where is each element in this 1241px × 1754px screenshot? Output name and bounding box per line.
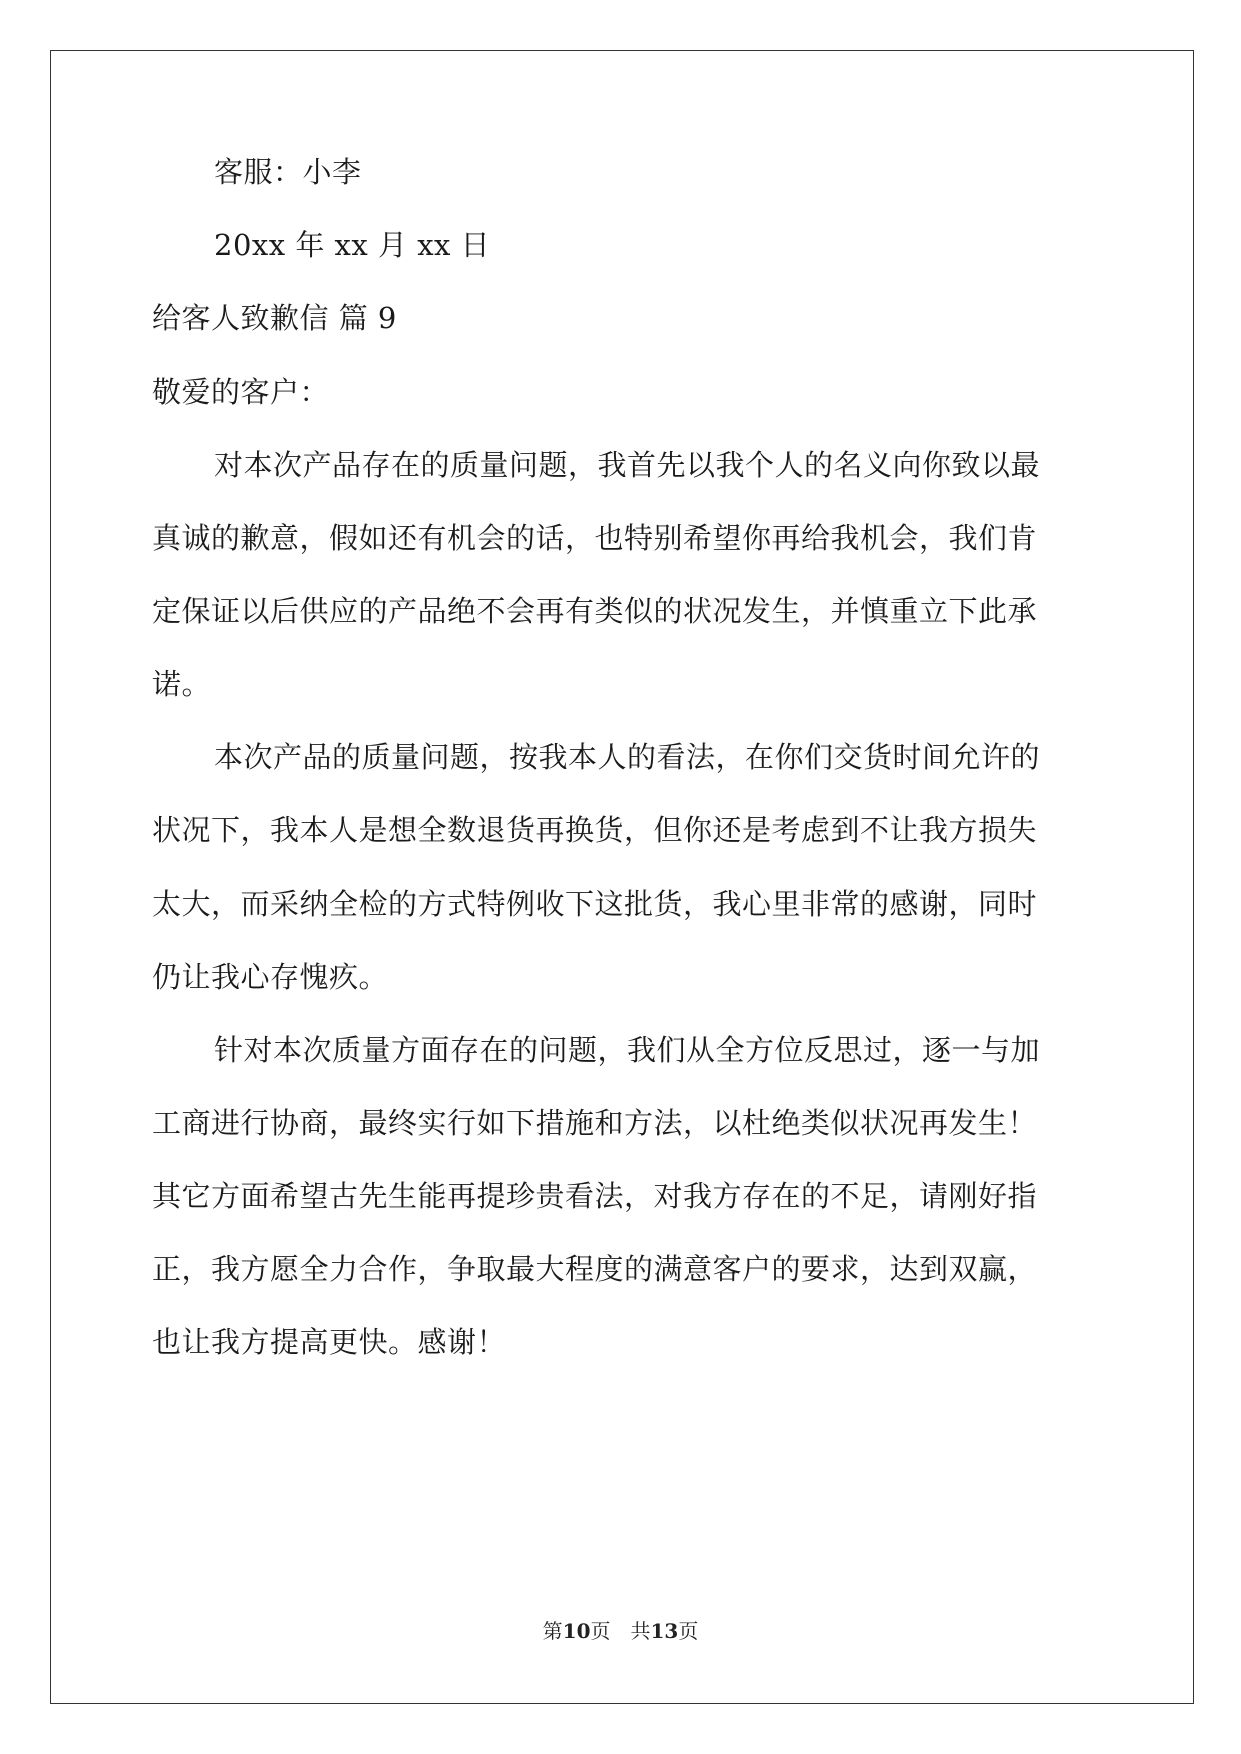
paragraph-line: 定保证以后供应的产品绝不会再有类似的状况发生，并慎重立下此承 [152,594,1038,628]
footer-prefix: 第 [542,1619,563,1643]
signature-agent: 客服：小李 [214,155,362,189]
paragraph-line: 也让我方提高更快。感谢！ [152,1325,507,1359]
paragraph-line: 仍让我心存愧疚。 [152,960,389,994]
paragraph-line: 状况下，我本人是想全数退货再换货，但你还是考虑到不让我方损失 [152,813,1038,847]
paragraph-line: 工商进行协商，最终实行如下措施和方法，以杜绝类似状况再发生！ [152,1106,1038,1140]
paragraph-line: 本次产品的质量问题，按我本人的看法，在你们交货时间允许的 [214,740,1041,774]
paragraph-line: 针对本次质量方面存在的问题，我们从全方位反思过，逐一与加 [214,1033,1041,1067]
footer-page-number: 10 [562,1619,591,1643]
paragraph-line: 太大，而采纳全检的方式特例收下这批货，我心里非常的感谢，同时 [152,887,1038,921]
paragraph-line: 正，我方愿全力合作，争取最大程度的满意客户的要求，达到双赢， [152,1252,1038,1286]
paragraph-line: 诺。 [152,667,212,701]
footer-total-number: 13 [650,1619,679,1643]
salutation: 敬爱的客户： [152,375,330,409]
section-heading: 给客人致歉信 篇 9 [152,301,397,335]
page-footer [0,1618,1241,1644]
paragraph-line: 真诚的歉意，假如还有机会的话，也特别希望你再给我机会，我们肯 [152,521,1038,555]
footer-total-prefix: 共 [630,1619,651,1643]
footer-page-suffix: 页 [590,1619,611,1643]
signature-date: 20xx 年 xx 月 xx 日 [214,228,491,262]
footer-total-suffix: 页 [678,1619,699,1643]
paragraph-line: 其它方面希望古先生能再提珍贵看法，对我方存在的不足，请刚好指 [152,1179,1038,1213]
paragraph-line: 对本次产品存在的质量问题，我首先以我个人的名义向你致以最 [214,448,1041,482]
